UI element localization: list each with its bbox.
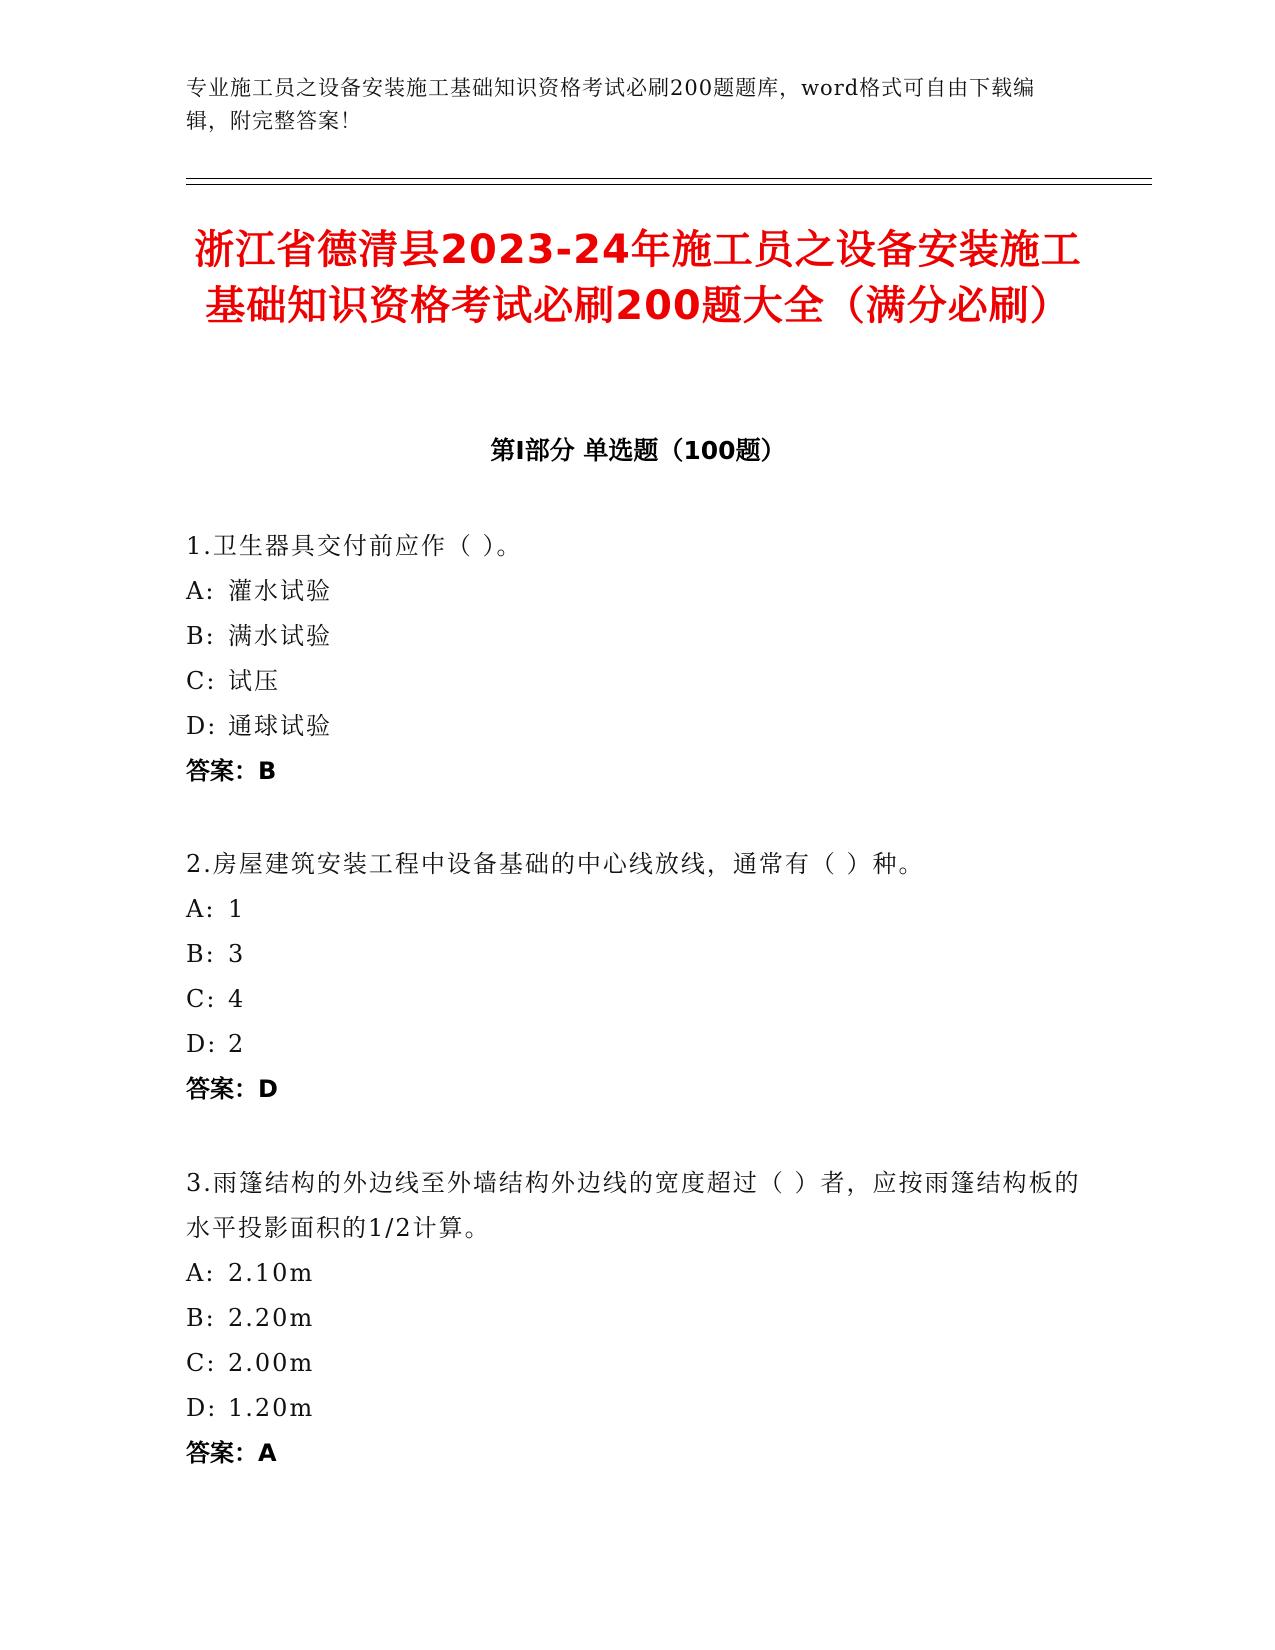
option-b — [186, 932, 1090, 977]
option-letter: C: — [186, 667, 217, 695]
document-title: 浙江省德清县2023-24年施工员之设备安装施工基础知识资格考试必刷200题大全（满分必刷） — [194, 227, 1082, 329]
option-letter: D: — [186, 1394, 218, 1422]
question-1 — [186, 524, 1090, 794]
option-text: 灌水试验 — [228, 577, 332, 605]
option-text: 通球试验 — [228, 712, 332, 740]
option-text: 满水试验 — [228, 622, 332, 650]
option-text: 2.20m — [228, 1304, 315, 1332]
option-text: 3 — [228, 940, 246, 968]
answer: 答案：D — [186, 1075, 278, 1103]
header-note: 专业施工员之设备安装施工基础知识资格考试必刷200题题库，word格式可自由下载编辑，附完整答案！ — [186, 76, 1036, 133]
question-stem: 3.雨篷结构的外边线至外墙结构外边线的宽度超过（ ）者，应按雨篷结构板的水平投影面积的1/2计算。 — [186, 1169, 1081, 1242]
option-c — [186, 659, 1090, 704]
option-b — [186, 1296, 1090, 1341]
option-letter: A: — [186, 577, 216, 605]
option-a — [186, 1251, 1090, 1296]
option-text: 2.00m — [228, 1349, 315, 1377]
option-text: 1.20m — [228, 1394, 315, 1422]
option-letter: A: — [186, 895, 216, 923]
question-2 — [186, 842, 1090, 1112]
question-3 — [186, 1161, 1090, 1476]
header-rule-top — [186, 178, 1152, 179]
option-a — [186, 569, 1090, 614]
question-stem: 1.卫生器具交付前应作（ ）。 — [186, 532, 523, 560]
option-text: 1 — [228, 895, 246, 923]
option-text: 4 — [228, 985, 246, 1013]
option-letter: C: — [186, 985, 217, 1013]
option-letter: C: — [186, 1349, 217, 1377]
option-text: 2.10m — [228, 1259, 315, 1287]
question-stem: 2.房屋建筑安装工程中设备基础的中心线放线，通常有（ ）种。 — [186, 850, 925, 878]
option-b — [186, 614, 1090, 659]
section-heading: 第I部分 单选题（100题） — [490, 436, 786, 465]
option-letter: D: — [186, 1030, 218, 1058]
option-c — [186, 1341, 1090, 1386]
option-letter: D: — [186, 712, 218, 740]
answer: 答案：A — [186, 1439, 277, 1467]
option-d — [186, 1022, 1090, 1067]
option-d — [186, 704, 1090, 749]
option-letter: B: — [186, 940, 216, 968]
option-letter: B: — [186, 1304, 216, 1332]
option-text: 试压 — [228, 667, 280, 695]
option-letter: B: — [186, 622, 216, 650]
answer: 答案：B — [186, 757, 277, 785]
option-a — [186, 887, 1090, 932]
option-d — [186, 1386, 1090, 1431]
option-c — [186, 977, 1090, 1022]
header-rule-bottom — [186, 184, 1152, 185]
option-letter: A: — [186, 1259, 216, 1287]
option-text: 2 — [228, 1030, 246, 1058]
